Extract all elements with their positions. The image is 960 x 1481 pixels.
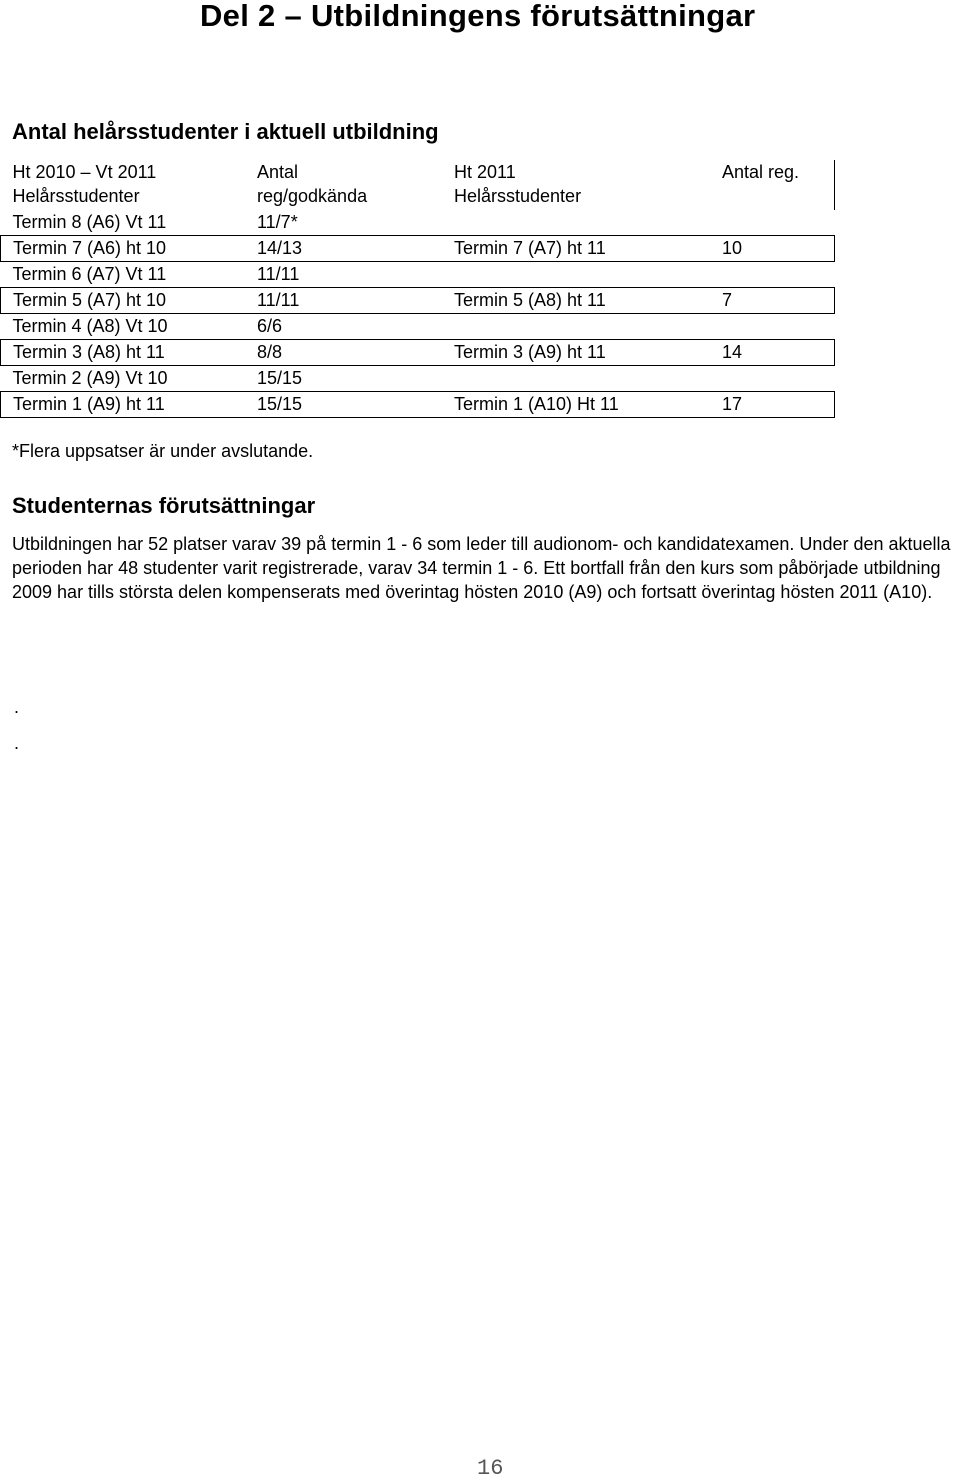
header-cell	[245, 160, 442, 210]
table-cell: 11/11	[257, 264, 300, 284]
header-cell	[1, 160, 246, 210]
table-row	[1, 314, 835, 340]
section-heading-studenternas-forutsattningar: Studenternas förutsättningar	[12, 493, 316, 518]
table-cell: Termin 1 (A10) Ht 11	[442, 392, 710, 418]
table-row	[1, 288, 835, 314]
section-heading-antal-helarsstudenter: Antal helårsstudenter i aktuell utbildning	[12, 119, 439, 144]
table-cell: Termin 2 (A9) Vt 10	[12, 368, 168, 388]
table-cell: 8/8	[245, 340, 442, 366]
table-cell: Termin 1 (A9) ht 11	[1, 392, 246, 418]
header-line: Ht 2011 Helårsstudenter	[454, 162, 582, 206]
table-cell	[710, 314, 835, 340]
header-line: Antal reg/godkända	[257, 162, 368, 206]
table-cell: 10	[710, 236, 835, 262]
header-line: Ht 2010 – Vt 2011 Helårsstudenter	[12, 162, 157, 206]
table-cell: 15/15	[257, 368, 303, 388]
table-cell	[710, 262, 835, 288]
table-cell	[710, 210, 835, 236]
page-title: Del 2 – Utbildningens förutsättningar	[200, 0, 756, 33]
header-line: Antal reg.	[722, 162, 800, 182]
header-cell	[710, 160, 835, 210]
table-row	[1, 262, 835, 288]
table-cell: Termin 3 (A8) ht 11	[1, 340, 246, 366]
table-cell	[442, 366, 710, 392]
table-cell: Termin 8 (A6) Vt 11	[12, 212, 167, 232]
table-cell: 15/15	[245, 392, 442, 418]
table-row	[1, 340, 835, 366]
table-header-row	[1, 160, 835, 210]
table-cell: Termin 7 (A7) ht 11	[442, 236, 710, 262]
table-cell: 17	[710, 392, 835, 418]
table-cell	[442, 210, 710, 236]
table-cell: Termin 6 (A7) Vt 11	[12, 264, 167, 284]
table-row	[1, 392, 835, 418]
table-cell: 11/11	[245, 288, 442, 314]
table-cell: 11/7*	[257, 212, 298, 232]
table-cell: 6/6	[257, 316, 283, 336]
stray-dot: .	[14, 697, 20, 717]
table-cell: Termin 7 (A6) ht 10	[1, 236, 246, 262]
table-row	[1, 366, 835, 392]
table-footnote: *Flera uppsatser är under avslutande.	[12, 441, 314, 461]
table-cell: Termin 5 (A8) ht 11	[442, 288, 710, 314]
table-cell: Termin 4 (A8) Vt 10	[12, 316, 168, 336]
table-cell	[710, 366, 835, 392]
table-row	[1, 210, 835, 236]
table-cell: 14	[710, 340, 835, 366]
table-cell	[442, 314, 710, 340]
page-number: 16	[477, 1456, 504, 1481]
body-paragraph: Utbildningen har 52 platser varav 39 på termin 1 - 6 som leder till audionom- och kandidatexamen. Under den aktuella perioden har 48 studenter varit registrerade, varav 34 termin 1 - 6. Ett bortfall från den kurs som påbörjade utbildning 2009 har tills största delen kompenserats med överintag hösten 2010 (A9) och fortsatt överintag hösten 2011 (A10).	[12, 534, 951, 602]
table-cell: Termin 5 (A7) ht 10	[1, 288, 246, 314]
header-cell	[442, 160, 710, 210]
stray-dot: .	[14, 733, 20, 753]
table-cell: 14/13	[245, 236, 442, 262]
table-cell: Termin 3 (A9) ht 11	[442, 340, 710, 366]
table-cell: 7	[710, 288, 835, 314]
student-count-table	[0, 160, 835, 418]
table-cell	[442, 262, 710, 288]
table-row	[1, 236, 835, 262]
